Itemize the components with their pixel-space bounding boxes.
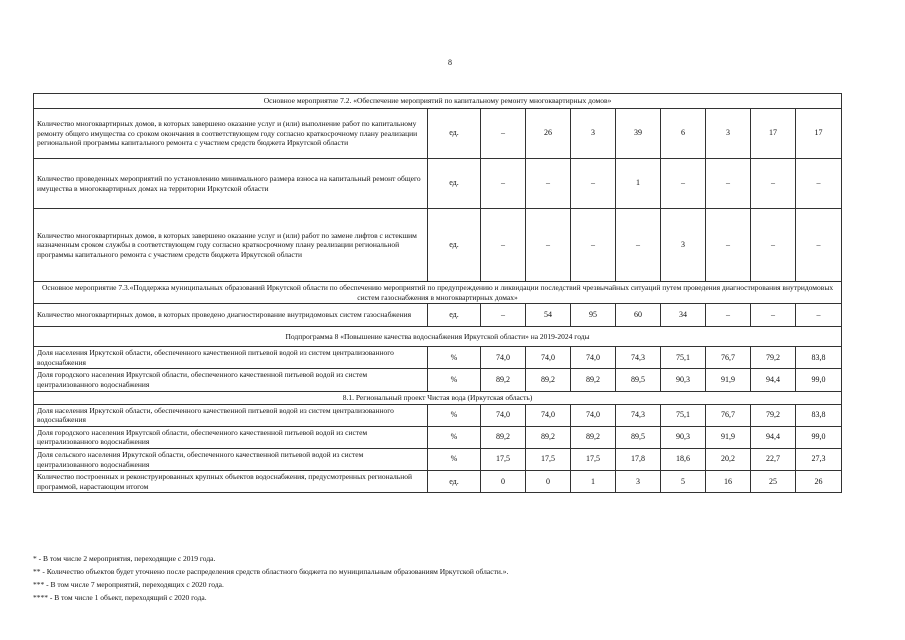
table-body (34, 94, 842, 493)
table-row (34, 304, 842, 327)
value-cell: 79,2 (751, 404, 796, 426)
value-cell: 54 (526, 304, 571, 327)
value-cell: 89,2 (481, 369, 526, 391)
value-cell: – (751, 209, 796, 282)
value-cell: – (706, 209, 751, 282)
value-cell: 75,1 (661, 347, 706, 369)
unit-cell: % (428, 448, 481, 470)
value-cell: 89,2 (526, 426, 571, 448)
value-cell: 1 (571, 471, 616, 493)
unit-cell: % (428, 347, 481, 369)
value-cell: 3 (706, 109, 751, 159)
table-row (34, 347, 842, 369)
value-cell: 0 (481, 471, 526, 493)
value-cell: 74,0 (571, 404, 616, 426)
value-cell: – (706, 304, 751, 327)
unit-cell: ед. (428, 471, 481, 493)
indicators-table (33, 93, 842, 493)
value-cell: 76,7 (706, 404, 751, 426)
value-cell: 89,2 (526, 369, 571, 391)
unit-cell: ед. (428, 109, 481, 159)
section-heading: Подпрограмма 8 «Повышение качества водоснабжения Иркутской области» на 2019-2024 годы (34, 327, 842, 347)
value-cell: 74,0 (526, 347, 571, 369)
footnote: *** - В том числе 7 мероприятий, переходящих с 2020 года. (33, 580, 224, 589)
indicator-description: Количество многоквартирных домов, в которых проведено диагностирование внутридомовых систем газоснабжения (34, 304, 428, 327)
value-cell: 22,7 (751, 448, 796, 470)
table-row (34, 159, 842, 209)
value-cell: 91,9 (706, 369, 751, 391)
value-cell: 89,2 (571, 426, 616, 448)
value-cell: 74,0 (571, 347, 616, 369)
indicator-description: Количество многоквартирных домов, в которых завершено оказание услуг и (или) работ по замене лифтов с истекшим назначенным сроком службы в соответствующем году согласно краткосрочному плану реализации региональной программы капитального ремонта с участием средств бюджета Иркутской области (34, 209, 428, 282)
footnote: * - В том числе 2 мероприятия, переходящие с 2019 года. (33, 554, 216, 563)
unit-cell: ед. (428, 159, 481, 209)
value-cell: 91,9 (706, 426, 751, 448)
value-cell: 16 (706, 471, 751, 493)
value-cell: 74,0 (526, 404, 571, 426)
value-cell: – (661, 159, 706, 209)
indicator-description: Количество построенных и реконструированных крупных объектов водоснабжения, предусмотренных региональной программой, нарастающим итогом (34, 471, 428, 493)
value-cell: 90,3 (661, 369, 706, 391)
indicator-description: Количество проведенных мероприятий по установлению минимального размера взноса на капитальный ремонт общего имущества в многоквартирных домах на территории Иркутской области (34, 159, 428, 209)
value-cell: 3 (616, 471, 661, 493)
section-heading-row (34, 282, 842, 304)
indicator-description: Доля населения Иркутской области, обеспеченного качественной питьевой водой из систем централизованного водоснабжения (34, 347, 428, 369)
value-cell: 18,6 (661, 448, 706, 470)
page-number: 8 (448, 58, 452, 67)
table-row (34, 369, 842, 391)
value-cell: 0 (526, 471, 571, 493)
value-cell: – (796, 209, 842, 282)
table-row (34, 109, 842, 159)
value-cell: 89,5 (616, 426, 661, 448)
value-cell: – (751, 304, 796, 327)
value-cell: 74,3 (616, 404, 661, 426)
table-row (34, 209, 842, 282)
indicator-description: Доля городского населения Иркутской области, обеспеченного качественной питьевой водой из систем централизованного водоснабжения (34, 369, 428, 391)
value-cell: 94,4 (751, 369, 796, 391)
value-cell: – (481, 304, 526, 327)
value-cell: – (571, 159, 616, 209)
value-cell: 74,0 (481, 404, 526, 426)
footnote: **** - В том числе 1 объект, переходящий с 2020 года. (33, 593, 207, 602)
value-cell: – (526, 159, 571, 209)
value-cell: 17,5 (526, 448, 571, 470)
value-cell: – (796, 304, 842, 327)
value-cell: 1 (616, 159, 661, 209)
section-heading: Основное мероприятие 7.2. «Обеспечение мероприятий по капитальному ремонту многоквартирных домов» (34, 94, 842, 109)
value-cell: – (706, 159, 751, 209)
value-cell: 95 (571, 304, 616, 327)
value-cell: 17,8 (616, 448, 661, 470)
section-heading-row (34, 94, 842, 109)
value-cell: 89,2 (571, 369, 616, 391)
value-cell: 99,0 (796, 369, 842, 391)
table-row (34, 426, 842, 448)
value-cell: 79,2 (751, 347, 796, 369)
value-cell: – (481, 159, 526, 209)
unit-cell: ед. (428, 209, 481, 282)
value-cell: – (796, 159, 842, 209)
value-cell: 26 (796, 471, 842, 493)
value-cell: 99,0 (796, 426, 842, 448)
value-cell: 83,8 (796, 347, 842, 369)
value-cell: 25 (751, 471, 796, 493)
unit-cell: % (428, 369, 481, 391)
value-cell: – (616, 209, 661, 282)
unit-cell: % (428, 426, 481, 448)
value-cell: 34 (661, 304, 706, 327)
value-cell: 94,4 (751, 426, 796, 448)
unit-cell: ед. (428, 304, 481, 327)
value-cell: 83,8 (796, 404, 842, 426)
value-cell: 76,7 (706, 347, 751, 369)
indicator-description: Количество многоквартирных домов, в которых завершено оказание услуг и (или) выполнение работ по капитальному ремонту общего имущества со сроком окончания в соответствующем году согласно краткосрочному плану реализации региональной программы капитального ремонта с участием средств бюджета Иркутской области (34, 109, 428, 159)
value-cell: – (481, 209, 526, 282)
footnote: ** - Количество объектов будет уточнено после распределения средств областного бюджета по муниципальным образованиям Иркутской области.». (33, 567, 509, 576)
value-cell: 17,5 (571, 448, 616, 470)
value-cell: 17 (751, 109, 796, 159)
value-cell: – (751, 159, 796, 209)
value-cell: – (481, 109, 526, 159)
value-cell: – (571, 209, 616, 282)
value-cell: 39 (616, 109, 661, 159)
section-heading: Основное мероприятие 7.3.«Поддержка муниципальных образований Иркутской области по обеспечению мероприятий по предупреждению и ликвидации последствий чрезвычайных ситуаций путем проведения диагностирования внутридомовых систем газоснабжения в многоквартирных домах» (34, 282, 842, 304)
indicator-description: Доля городского населения Иркутской области, обеспеченного качественной питьевой водой из систем централизованного водоснабжения (34, 426, 428, 448)
value-cell: 26 (526, 109, 571, 159)
section-heading: 8.1. Региональный проект Чистая вода (Иркутская область) (34, 391, 842, 404)
section-heading-row (34, 327, 842, 347)
indicator-description: Доля сельского населения Иркутской области, обеспеченного качественной питьевой водой из систем централизованного водоснабжения (34, 448, 428, 470)
table-row (34, 471, 842, 493)
value-cell: 74,3 (616, 347, 661, 369)
value-cell: 75,1 (661, 404, 706, 426)
value-cell: 60 (616, 304, 661, 327)
value-cell: 20,2 (706, 448, 751, 470)
indicator-description: Доля населения Иркутской области, обеспеченного качественной питьевой водой из систем централизованного водоснабжения (34, 404, 428, 426)
value-cell: 3 (571, 109, 616, 159)
value-cell: 5 (661, 471, 706, 493)
value-cell: 3 (661, 209, 706, 282)
value-cell: 74,0 (481, 347, 526, 369)
value-cell: 89,5 (616, 369, 661, 391)
section-heading-row (34, 391, 842, 404)
value-cell: 6 (661, 109, 706, 159)
value-cell: 17 (796, 109, 842, 159)
value-cell: 90,3 (661, 426, 706, 448)
value-cell: 27,3 (796, 448, 842, 470)
table-row (34, 404, 842, 426)
table-row (34, 448, 842, 470)
value-cell: 17,5 (481, 448, 526, 470)
footnotes (33, 552, 833, 604)
unit-cell: % (428, 404, 481, 426)
value-cell: 89,2 (481, 426, 526, 448)
value-cell: – (526, 209, 571, 282)
